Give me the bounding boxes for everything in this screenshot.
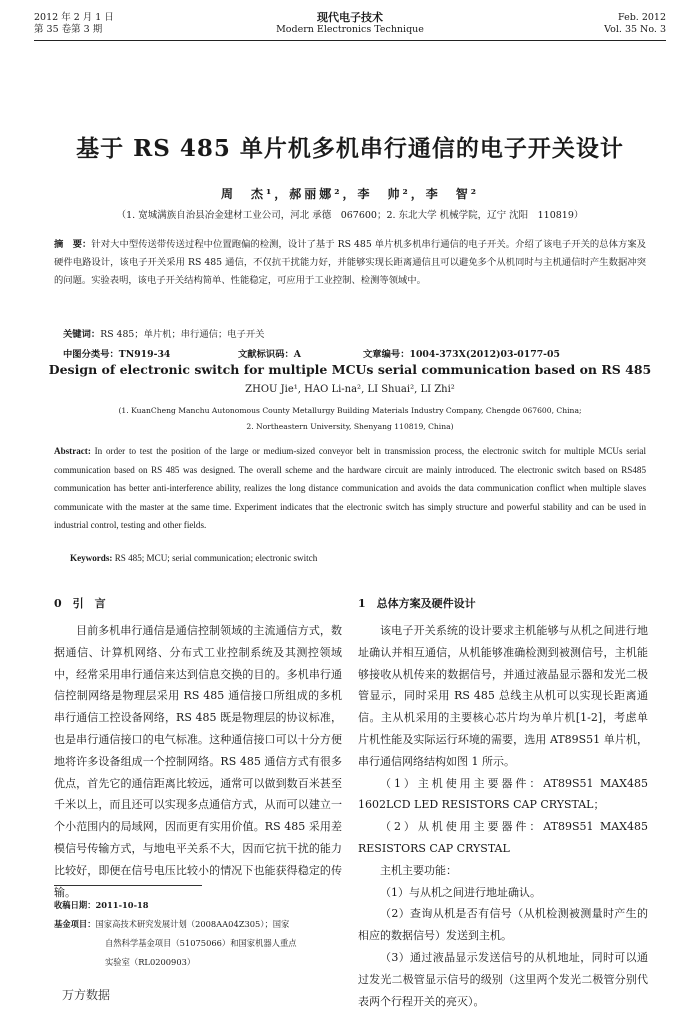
keywords-en-text: RS 485; MCU; serial communication; electronic switch (112, 553, 318, 563)
journal-name-en: Modern Electronics Technique (276, 24, 424, 35)
section-0-heading: 0 引 言 (54, 597, 106, 610)
keywords-en-label: Keywords: (70, 553, 113, 563)
clc-number: 中图分类号：TN919-34 (63, 349, 171, 360)
fund-line-2: 自然科学基金项目（51075066）和国家机器人重点 (105, 938, 297, 948)
header-date: 2012 年 2 月 1 日 (34, 12, 114, 23)
keywords-cn-text: RS 485；单片机；串行通信；电子开关 (100, 329, 265, 340)
section-1-paragraph-4: 主机主要功能： (380, 863, 457, 877)
footnotes (54, 896, 344, 972)
section-1-paragraph-3: （2）从机使用主要器件：AT89S51 MAX485 RESISTORS CAP CRYSTAL (358, 820, 648, 855)
affiliation-en-2: 2. Northeastern University, Shenyang 110819, China) (246, 422, 454, 431)
section-1-heading: 1 总体方案及硬件设计 (358, 597, 476, 610)
right-column (358, 620, 648, 1012)
authors-cn: 周 杰¹，郝丽娜²，李 帅²，李 智² (220, 187, 480, 201)
received-date: 收稿日期：2011-10-18 (54, 900, 149, 910)
section-0-paragraph: 目前多机串行通信是通信控制领域的主流通信方式，数据通信、计算机网络、分布式工业控制系统及其测控领域中，经常采用串行通信来达到信息交换的目的。多机串行通信控制网络是物理层采用 RS 485 通信接口所组成的多机串行通信工控设备网络，RS 485 既是物理层的协议标准，也是串行通信接口的电气标准。这种通信接口可以十分方便地将许多设备组成一个控制网络。RS 485 通信方式有很多优点，首先它的通信距离比较远，通常可以做到数百米甚至千米以上，而且还可以实现多点通信方式，从而可以建立一个小范围内的局域网，因而更有实用价值。RS 485 采用差模信号传输方式，与地电平关系不大，因而它抗干扰的能力比较好，即便在信号电压比较小的情况下也能获得稳定的传输。 (54, 624, 342, 899)
running-header (34, 12, 666, 38)
fund-line-3: 实验室（RL0200903） (105, 957, 196, 967)
document-code: 文献标识码：A (238, 349, 301, 360)
abstract-cn-label: 摘 要： (54, 239, 92, 250)
abstract-cn (54, 236, 646, 290)
footnote-rule (54, 885, 202, 886)
article-number: 文章编号：1004-373X(2012)03-0177-05 (363, 349, 560, 360)
authors-en: ZHOU Jie¹, HAO Li-na², LI Shuai², LI Zhi² (245, 384, 455, 395)
affiliations-en (0, 403, 700, 435)
affiliation-en-1: (1. KuanCheng Manchu Autonomous County Metallurgy Building Materials Industry Company, Chengde 067600, China; (118, 406, 582, 415)
fund-label: 基金项目： (54, 919, 96, 929)
abstract-en-label: Abstract: (54, 446, 91, 456)
header-right (604, 12, 666, 36)
affiliations-cn: （1. 宽城满族自治县冶金建材工业公司，河北 承德 067600；2. 东北大学 机械学院，辽宁 沈阳 110819） (116, 210, 584, 221)
classification-line (63, 346, 646, 360)
keywords-cn-label: 关键词： (63, 329, 101, 340)
section-1-paragraph-7: （3）通过液晶显示发送信号的从机地址，同时可以通过发光二极管显示信号的级别（这里两个发光二极管分别代表两个行程开关的亮灭）。 (358, 950, 648, 1008)
keywords-cn (63, 326, 264, 340)
left-column (54, 620, 342, 903)
header-rule (34, 40, 666, 41)
abstract-en (54, 442, 646, 535)
abstract-en-text: In order to test the position of the large or medium-sized conveyor belt in transmission process, the electronic switch for multiple MCUs serial communication based on RS 485 was designed. The overall scheme and the hardware circuit are mainly introduced. The electronic switch based on RS485 communication has better anti-interference ability, realizes the long distance communication and avoids the data communication conflict when multiple slaves communicate with the master at the same time. Experiment indicates that the electronic switch has simply structure and powerful stability and can be used in industrial control, testing and other fields. (54, 446, 646, 530)
header-center (34, 12, 666, 36)
keywords-en (70, 553, 317, 563)
paper-title-en: Design of electronic switch for multiple MCUs serial communication based on RS 485 (48, 362, 652, 377)
section-1-paragraph-6: （2）查询从机是否有信号（从机检测被测量时产生的相应的数据信号）发送到主机。 (358, 907, 648, 943)
section-1-paragraph-5: （1）与从机之间进行地址确认。 (380, 885, 541, 899)
header-date-en: Feb. 2012 (618, 12, 666, 23)
journal-name-cn: 现代电子技术 (317, 11, 383, 24)
section-1-paragraph-2: （1）主机使用主要器件：AT89S51 MAX485 1602LCD LED RESISTORS CAP CRYSTAL； (358, 776, 648, 812)
paper-title-cn: 基于 RS 485 单片机多机串行通信的电子开关设计 (76, 135, 624, 162)
header-volume-en: Vol. 35 No. 3 (604, 24, 666, 35)
watermark: 万方数据 (62, 988, 111, 1002)
fund-text-1: 国家高技术研究发展计划（2008AA04Z305）；国家 (95, 919, 290, 929)
section-1-paragraph-1: 该电子开关系统的设计要求主机能够与从机之间进行地址确认并相互通信，从机能够准确检测到被测信号，主机能够接收从机传来的数据信号，并通过液晶显示器和发光二极管显示，同时采用 RS 485 总线主从机可以实现长距离通信。主从机采用的主要核心芯片均为单片机[1-2]，考虑单片机性能及实际运行环境的需要，选用 AT89S51 单片机，串行通信网络结构如图 1 所示。 (358, 624, 648, 768)
header-volume-cn: 第 35 卷第 3 期 (34, 24, 103, 35)
fund-line-1 (54, 915, 344, 934)
abstract-cn-text: 针对大中型传送带传送过程中位置跑偏的检测，设计了基于 RS 485 单片机多机串行通信的电子开关。介绍了该电子开关的总体方案及硬件电路设计，该电子开关采用 RS 485 通信，不仅抗干扰能力好，并能够实现长距离通信且可以避免多个从机同时与主机通信时产生数据冲突的问题。实验表明，该电子开关结构简单、性能稳定，可应用于工业控制、检测等领域中。 (54, 239, 646, 286)
